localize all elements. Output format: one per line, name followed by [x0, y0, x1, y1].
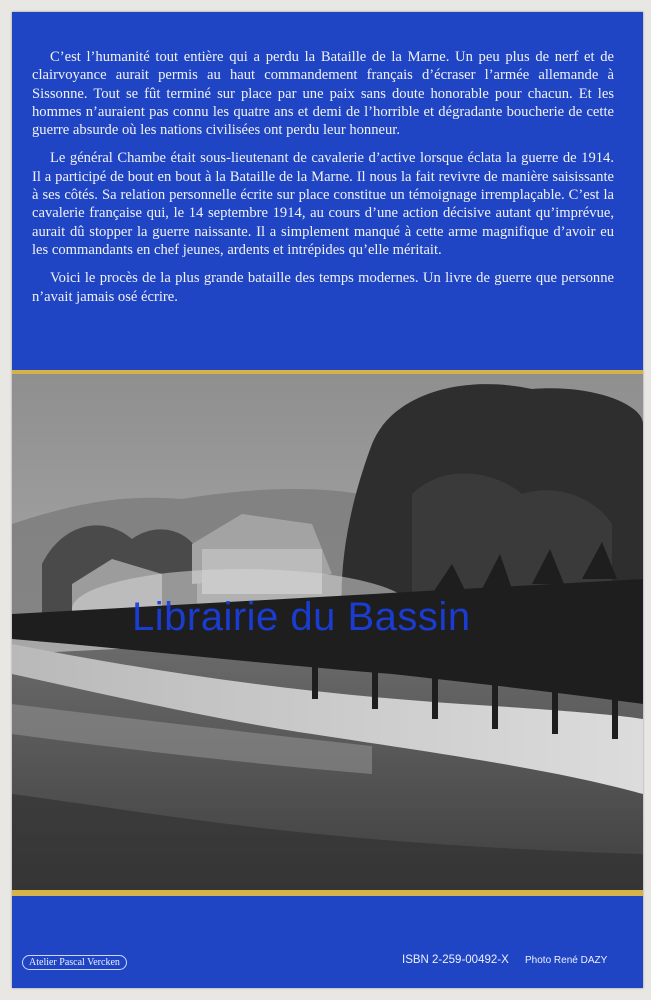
isbn-text: ISBN 2-259-00492-X — [402, 954, 509, 966]
back-cover — [12, 12, 643, 988]
publisher-badge: Atelier Pascal Vercken — [22, 955, 127, 970]
blurb-text — [32, 48, 614, 316]
photo-credit: Photo René DAZY — [525, 955, 608, 966]
blurb-paragraph-2: Le général Chambe était sous-lieutenant de cavalerie d’active lorsque éclata la guerre de 1914. Il a participé de bout en bout à la Bataille de la Marne. Il nous la fait revivre de manière saisissante à ses côtés. Sa relation personnelle écrite sur place constitue un témoignage irremplaçable. C’est la cavalerie française qui, le 14 septembre 1914, au cours d’une action décisive autant qu’imprévue, aurait dû stopper la guerre naissante. Il a simplement manqué à cette arme magnifique d’avoir eu les commandants en chef jeunes, ardents et intrépides qu’elle méritait. — [32, 150, 614, 258]
blurb-paragraph-3: Voici le procès de la plus grande bataille des temps modernes. Un livre de guerre que personne n’avait jamais osé écrire. — [32, 270, 614, 305]
cavalry-photo-frame — [12, 370, 643, 896]
blurb-paragraph-1: C’est l’humanité tout entière qui a perdu la Bataille de la Marne. Un peu plus de nerf et de clairvoyance aurait permis au haut commandement français d’écraser l’armée allemande à Sissonne. Tout se fût terminé sur place par une paix sans doute honorable pour chacun. Et les hommes n’auraient pas connu les quatre ans et demi de l’horrible et dégradante boucherie de cette guerre absurde où les nations civilisées ont perdu leur honneur. — [32, 49, 614, 139]
watermark-text: Librairie du Bassin — [132, 595, 471, 639]
